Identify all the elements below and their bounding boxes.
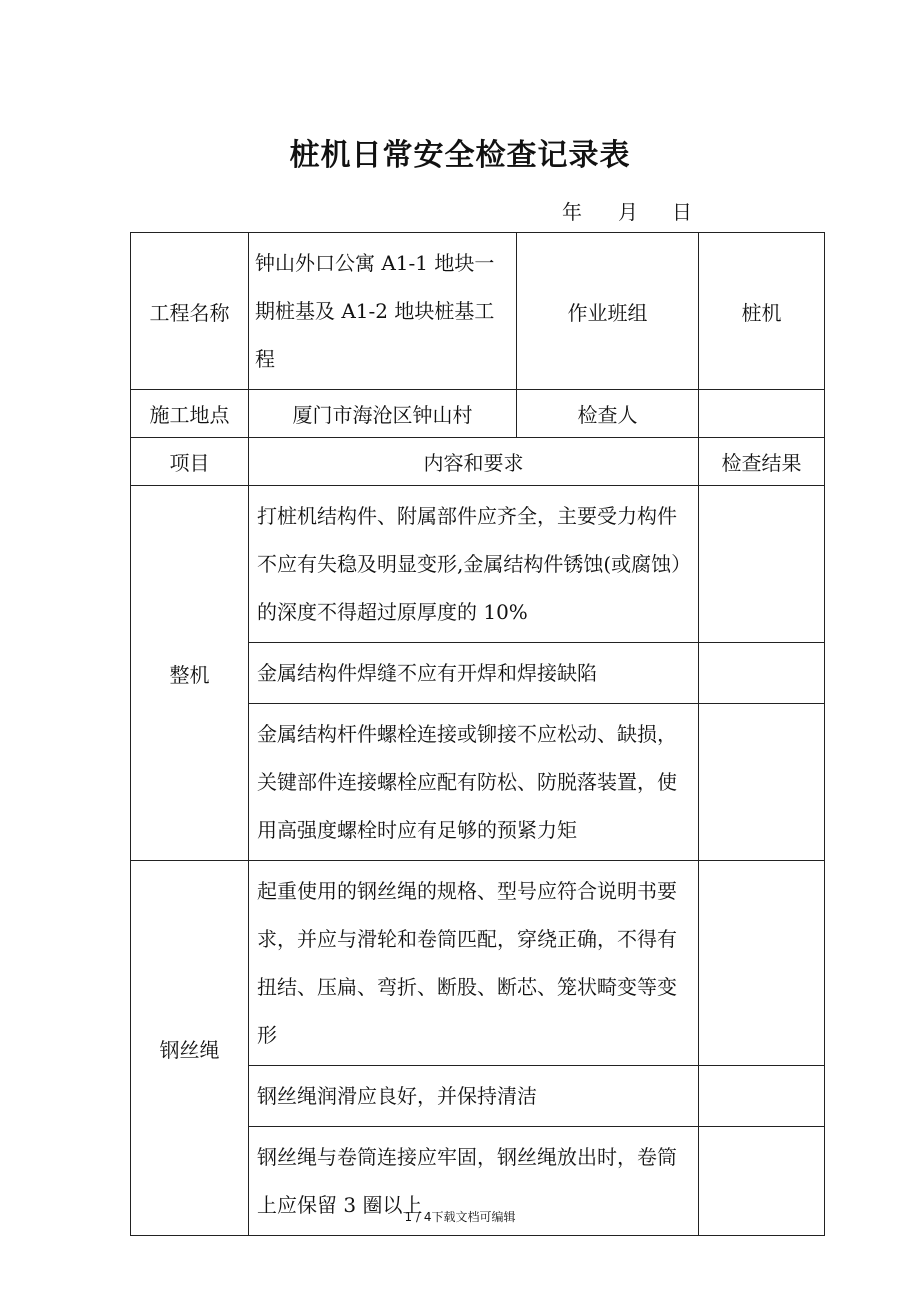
check-result-cell[interactable]: [699, 1066, 825, 1127]
requirement-text: 金属结构件焊缝不应有开焊和焊接缺陷: [249, 643, 699, 704]
section-name-whole-machine: 整机: [131, 486, 249, 861]
table-row: [131, 390, 825, 438]
date-month: 月: [618, 200, 638, 224]
requirement-text: 起重使用的钢丝绳的规格、型号应符合说明书要求，并应与滑轮和卷筒匹配，穿绕正确，不得有扭结、压扁、弯折、断股、断芯、笼状畸变等变形: [249, 861, 699, 1066]
team-value: 桩机: [699, 233, 825, 390]
check-result-cell[interactable]: [699, 704, 825, 861]
team-label: 作业班组: [517, 233, 699, 390]
location-label: 施工地点: [131, 390, 249, 438]
requirement-text: 金属结构杆件螺栓连接或铆接不应松动、缺损，关键部件连接螺栓应配有防松、防脱落装置，使用高强度螺栓时应有足够的预紧力矩: [249, 704, 699, 861]
column-header-result: 检查结果: [699, 438, 825, 486]
requirement-text: 打桩机结构件、附属部件应齐全，主要受力构件不应有失稳及明显变形,金属结构件锈蚀(或腐蚀）的深度不得超过原厚度的 10%: [249, 486, 699, 643]
column-header-content: 内容和要求: [249, 438, 699, 486]
column-header-item: 项目: [131, 438, 249, 486]
date-year: 年: [562, 200, 582, 224]
inspector-value[interactable]: [699, 390, 825, 438]
inspector-label: 检查人: [517, 390, 699, 438]
location-value: 厦门市海沧区钟山村: [249, 390, 517, 438]
project-name-label: 工程名称: [131, 233, 249, 390]
check-result-cell[interactable]: [699, 861, 825, 1066]
project-name-value: 钟山外口公寓 A1-1 地块一期桩基及 A1-2 地块桩基工程: [249, 233, 517, 390]
table-row: [131, 233, 825, 390]
table-row: [131, 861, 825, 1066]
check-result-cell[interactable]: [699, 643, 825, 704]
section-name-wire-rope: 钢丝绳: [131, 861, 249, 1236]
page-title: 桩机日常安全检查记录表: [289, 138, 631, 173]
page-footer: 1 / 4下载文档可编辑: [404, 1210, 516, 1224]
inspection-table: [130, 232, 825, 1236]
date-day: 日: [672, 200, 692, 224]
requirement-text: 钢丝绳与卷筒连接应牢固，钢丝绳放出时，卷筒上应保留 3 圈以上: [249, 1127, 699, 1236]
table-row: [131, 486, 825, 643]
check-result-cell[interactable]: [699, 486, 825, 643]
table-header-row: [131, 438, 825, 486]
requirement-text: 钢丝绳润滑应良好，并保持清洁: [249, 1066, 699, 1127]
